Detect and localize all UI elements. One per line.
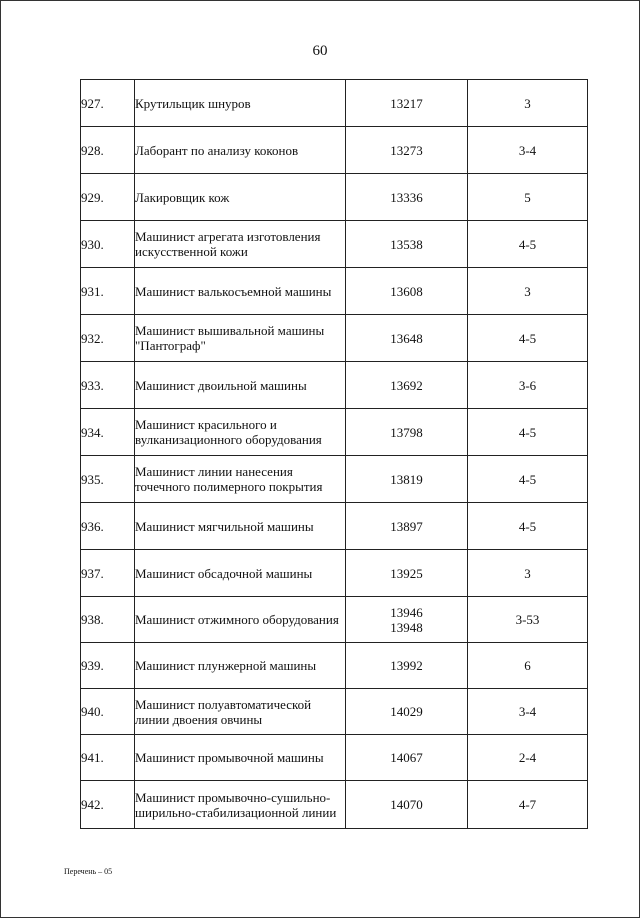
grade-range: 4-5 [468, 221, 588, 268]
profession-code: 14067 [346, 735, 468, 781]
table-row [81, 735, 588, 781]
table-row [81, 80, 588, 127]
profession-code: 13819 [346, 456, 468, 503]
profession-name: Машинист полуавтоматической линии двоения овчины [135, 689, 346, 735]
profession-code: 14029 [346, 689, 468, 735]
row-number: 927. [81, 80, 135, 127]
profession-code: 13946 [390, 604, 423, 620]
row-number: 932. [81, 315, 135, 362]
profession-codes [346, 597, 468, 643]
profession-name: Машинист валькосъемной машины [135, 268, 346, 315]
grade-range: 2-4 [468, 735, 588, 781]
table-row [81, 127, 588, 174]
row-number: 940. [81, 689, 135, 735]
profession-code: 14070 [346, 781, 468, 829]
row-number: 938. [81, 597, 135, 643]
profession-name: Лакировщик кож [135, 174, 346, 221]
grade-range: 3-4 [468, 127, 588, 174]
profession-code: 13336 [346, 174, 468, 221]
row-number: 930. [81, 221, 135, 268]
grade-range: 4-5 [468, 456, 588, 503]
profession-name: Машинист обсадочной машины [135, 550, 346, 597]
row-number: 936. [81, 503, 135, 550]
grade-range: 3-6 [468, 362, 588, 409]
table-row [81, 643, 588, 689]
profession-code-secondary: 13948 [390, 619, 423, 635]
profession-name: Машинист красильного и вулканизационного оборудования [135, 409, 346, 456]
grade-range: 3-53 [468, 597, 588, 643]
grade-range: 3 [468, 80, 588, 127]
grade-range: 4-5 [468, 315, 588, 362]
profession-code: 13608 [346, 268, 468, 315]
grade-range: 4-7 [468, 781, 588, 829]
table-row [81, 221, 588, 268]
table-row [81, 456, 588, 503]
grade-range: 4-5 [468, 503, 588, 550]
table-row [81, 689, 588, 735]
table-row [81, 174, 588, 221]
row-number: 933. [81, 362, 135, 409]
grade-range: 3 [468, 550, 588, 597]
row-number: 929. [81, 174, 135, 221]
profession-code: 13217 [346, 80, 468, 127]
profession-name: Машинист плунжерной машины [135, 643, 346, 689]
profession-name: Машинист вышивальной машины "Пантограф" [135, 315, 346, 362]
profession-code: 13992 [346, 643, 468, 689]
profession-name: Машинист промывочной машины [135, 735, 346, 781]
footer-note: Перечень – 05 [64, 867, 113, 876]
row-number: 931. [81, 268, 135, 315]
table-row [81, 503, 588, 550]
row-number: 939. [81, 643, 135, 689]
profession-name: Машинист промывочно-сушильно-ширильно-стабилизационной линии [135, 781, 346, 829]
grade-range: 5 [468, 174, 588, 221]
grade-range: 6 [468, 643, 588, 689]
profession-name: Крутильщик шнуров [135, 80, 346, 127]
profession-name: Машинист двоильной машины [135, 362, 346, 409]
profession-name: Машинист агрегата изготовления искусственной кожи [135, 221, 346, 268]
table-row [81, 781, 588, 829]
row-number: 928. [81, 127, 135, 174]
profession-code: 13897 [346, 503, 468, 550]
profession-code: 13798 [346, 409, 468, 456]
table-row [81, 315, 588, 362]
profession-code: 13273 [346, 127, 468, 174]
table-row [81, 362, 588, 409]
profession-table [80, 79, 588, 829]
profession-name: Машинист отжимного оборудования [135, 597, 346, 643]
table-row [81, 597, 588, 643]
page-number: 60 [312, 43, 328, 59]
row-number: 942. [81, 781, 135, 829]
grade-range: 3 [468, 268, 588, 315]
row-number: 934. [81, 409, 135, 456]
table-row [81, 409, 588, 456]
row-number: 935. [81, 456, 135, 503]
profession-code: 13648 [346, 315, 468, 362]
profession-name: Машинист мягчильной машины [135, 503, 346, 550]
grade-range: 3-4 [468, 689, 588, 735]
profession-name: Лаборант по анализу коконов [135, 127, 346, 174]
profession-code: 13925 [346, 550, 468, 597]
profession-code: 13538 [346, 221, 468, 268]
row-number: 941. [81, 735, 135, 781]
table-row [81, 550, 588, 597]
profession-code: 13692 [346, 362, 468, 409]
profession-name: Машинист линии нанесения точечного полимерного покрытия [135, 456, 346, 503]
grade-range: 4-5 [468, 409, 588, 456]
row-number: 937. [81, 550, 135, 597]
table-row [81, 268, 588, 315]
